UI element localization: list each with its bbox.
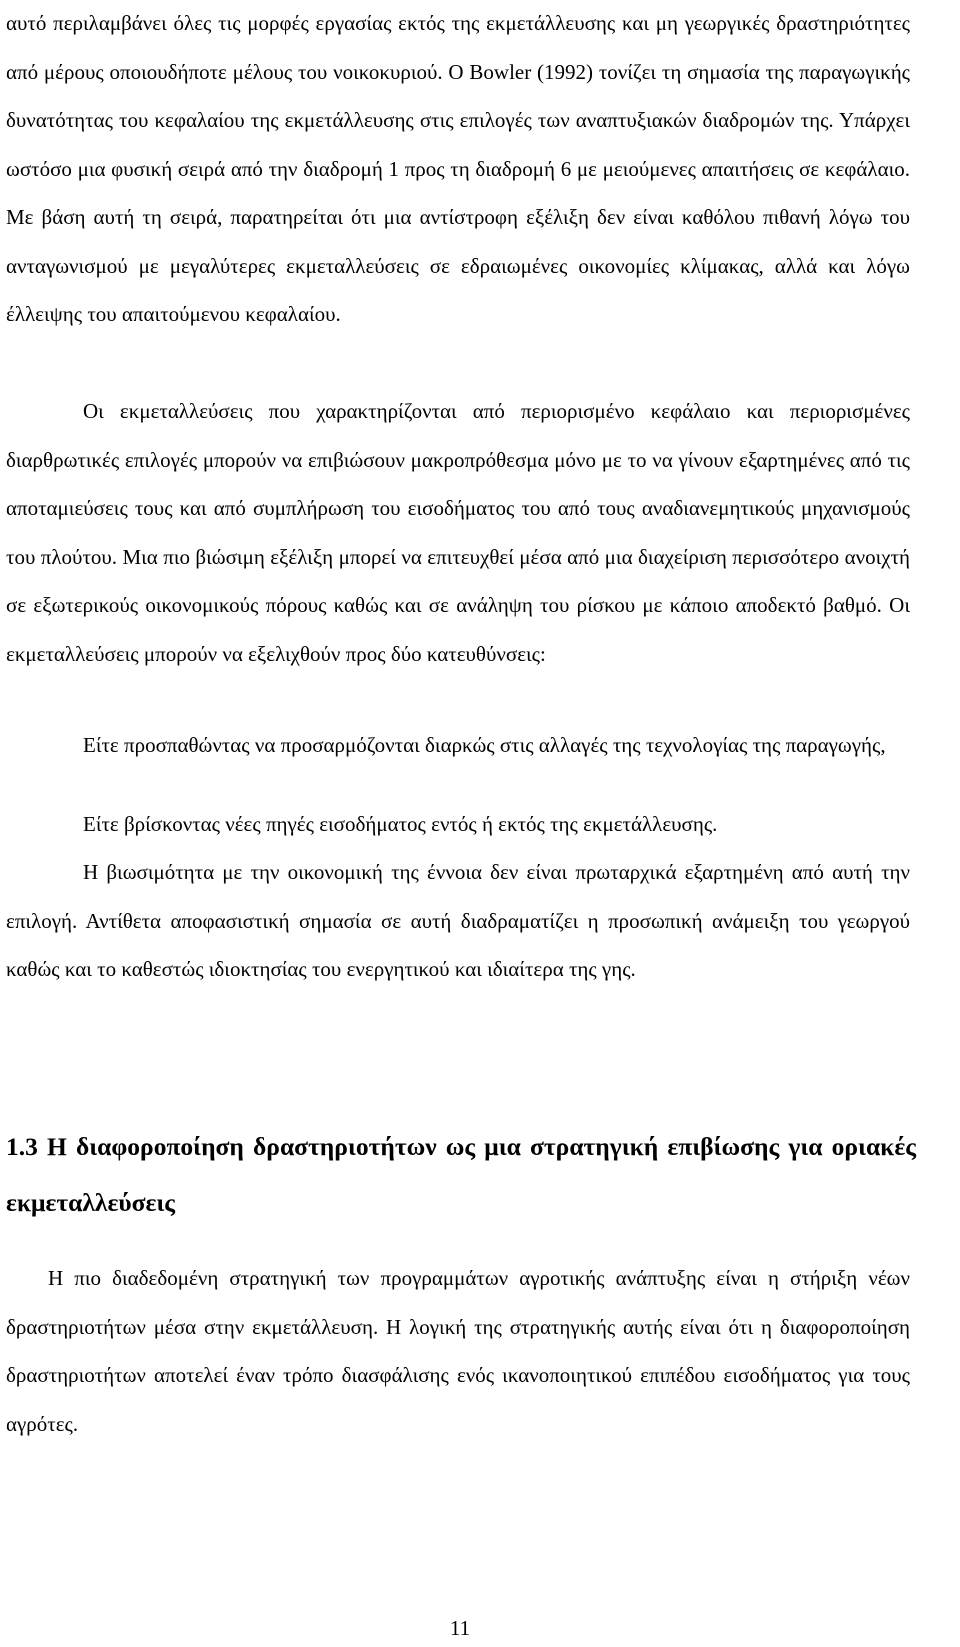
direction-two-item: Είτε βρίσκοντας νέες πηγές εισοδήματος εντός ή εκτός της εκμετάλλευσης. (83, 812, 718, 836)
section-heading: 1.3 Η διαφοροποίηση δραστηριοτήτων ως μια στρατηγική επιβίωσης για οριακές εκμεταλλεύσεις (6, 1132, 916, 1217)
paragraph-diversification: Η πιο διαδεδομένη στρατηγική των προγραμμάτων αγροτικής ανάπτυξης είναι η στήριξη νέων δραστηριοτήτων μέσα στην εκμετάλλευση. Η λογική της στρατηγικής αυτής είναι ότι η διαφοροποίηση δραστηριοτήτων αποτελεί έναν τρόπο διασφάλισης ενός ικανοποιητικού επιπέδου εισοδήματος για τους αγρότες. (6, 1266, 910, 1436)
paragraph-continuation: αυτό περιλαμβάνει όλες τις μορφές εργασίας εκτός της εκμετάλλευσης και μη γεωργικές δραστηριότητες από μέρους οποιουδήποτε μέλους του νοικοκυριού. Ο Bowler (1992) τονίζει τη σημασία της παραγωγικής δυνατότητας του κεφαλαίου της εκμετάλλευσης στις επιλογές των αναπτυξιακών διαδρομών της. Υπάρχει ωστόσο μια φυσική σειρά από την διαδρομή 1 προς τη διαδρομή 6 με μειούμενες απαιτήσεις σε κεφάλαιο. Με βάση αυτή τη σειρά, παρατηρείται ότι μια αντίστροφη εξέλιξη δεν είναι καθόλου πιθανή λόγω του ανταγωνισμού με μεγαλύτερες εκμεταλλεύσεις σε εδραιωμένες οικονομίες κλίμακας, αλλά και λόγω έλλειψης του απαιτούμενου κεφαλαίου. (6, 11, 910, 326)
page-number: 11 (449, 1616, 471, 1640)
direction-one-item: Είτε προσπαθώντας να προσαρμόζονται διαρκώς στις αλλαγές της τεχνολογίας της παραγωγής, (83, 733, 886, 757)
paragraph-limited-capital: Οι εκμεταλλεύσεις που χαρακτηρίζονται από περιορισμένο κεφάλαιο και περιορισμένες διαρθρωτικές επιλογές μπορούν να επιβιώσουν μακροπρόθεσμα μόνο με το να γίνουν εξαρτημένες από τις αποταμιεύσεις τους και από συμπλήρωση του εισοδήματος του από τους αναδιανεμητικούς μηχανισμούς του πλούτου. Μια πιο βιώσιμη εξέλιξη μπορεί να επιτευχθεί μέσα από μια διαχείριση περισσότερο ανοιχτή σε εξωτερικούς οικονομικούς πόρους καθώς και σε ανάληψη του ρίσκου με κάποιο αποδεκτό βαθμό. Οι εκμεταλλεύσεις μπορούν να εξελιχθούν προς δύο κατευθύνσεις: (6, 399, 910, 666)
paragraph-viability: Η βιωσιμότητα με την οικονομική της έννοια δεν είναι πρωταρχικά εξαρτημένη από αυτή την επιλογή. Αντίθετα αποφασιστική σημασία σε αυτή διαδραματίζει η προσωπική ανάμειξη του γεωργού καθώς και το καθεστώς ιδιοκτησίας του ενεργητικού και ιδιαίτερα της γης. (6, 860, 910, 981)
